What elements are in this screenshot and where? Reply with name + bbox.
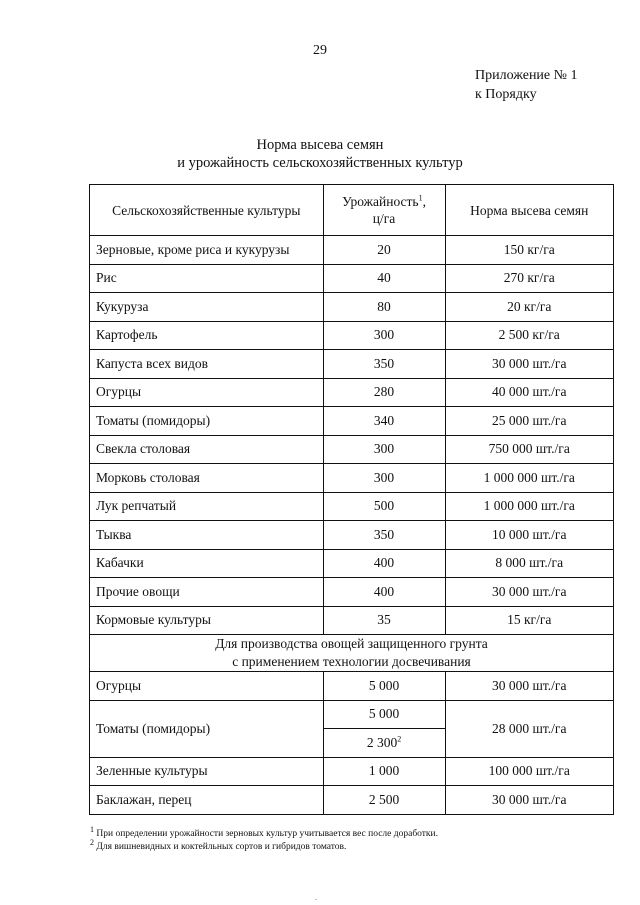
cell-crop: Кукуруза [90,293,324,322]
header-yield-comma: , [422,194,426,209]
cell-yield [323,729,445,758]
table-row [90,264,614,293]
cell-rate: 20 кг/га [445,293,614,322]
page-number: 29 [313,43,327,58]
cell-yield: 5 000 [323,700,445,729]
cell-rate: 150 кг/га [445,236,614,265]
cell-yield: 350 [323,350,445,379]
footnote-1-mark: 1 [90,824,94,834]
table-row [90,378,614,407]
cell-yield: 20 [323,236,445,265]
table-row [90,521,614,550]
cell-crop: Лук репчатый [90,492,324,521]
cell-rate: 30 000 шт./га [445,672,614,701]
cell-rate: 40 000 шт./га [445,378,614,407]
cell-yield: 5 000 [323,672,445,701]
page-mark: . [315,893,317,902]
table-row [90,786,614,815]
table-row [90,435,614,464]
cell-rate: 30 000 шт./га [445,786,614,815]
cell-rate: 30 000 шт./га [445,578,614,607]
cell-crop: Томаты (помидоры) [90,407,324,436]
cell-yield: 300 [323,464,445,493]
cell-crop: Зеленные культуры [90,757,324,786]
cell-crop: Тыква [90,521,324,550]
cell-yield: 350 [323,521,445,550]
cell-rate: 28 000 шт./га [445,700,614,757]
footnote-2-text: Для вишневидных и коктейльных сортов и гибридов томатов. [94,842,347,852]
cell-crop: Баклажан, перец [90,786,324,815]
section-line-1: Для производства овощей защищенного грунта [215,636,488,651]
cell-crop: Прочие овощи [90,578,324,607]
title-line-1: Норма высева семян [256,137,384,153]
cell-yield: 400 [323,578,445,607]
title-line-2: и урожайность сельскохозяйственных культур [177,155,463,171]
footnote-1 [90,824,438,841]
table-row [90,350,614,379]
seed-rate-table [89,184,614,815]
section-heading [90,635,614,672]
table-row [90,757,614,786]
table-row [90,293,614,322]
section-line-2: с применением технологии досвечивания [232,654,471,669]
footnote-ref-2: 2 [397,734,402,744]
section-row [90,635,614,672]
cell-crop: Огурцы [90,378,324,407]
cell-yield: 300 [323,321,445,350]
cell-rate: 1 000 000 шт./га [445,492,614,521]
appendix-line-2: к Порядку [475,87,537,102]
cell-yield: 340 [323,407,445,436]
cell-crop: Свекла столовая [90,435,324,464]
table-row [90,464,614,493]
table-row [90,606,614,635]
cell-crop: Морковь столовая [90,464,324,493]
table-row [90,578,614,607]
cell-crop: Кормовые культуры [90,606,324,635]
header-yield [323,185,445,236]
footnotes [90,824,438,854]
cell-rate: 1 000 000 шт./га [445,464,614,493]
cell-rate: 30 000 шт./га [445,350,614,379]
cell-yield-value: 2 300 [366,734,398,750]
cell-crop: Огурцы [90,672,324,701]
cell-rate: 270 кг/га [445,264,614,293]
header-rate: Норма высева семян [445,185,614,236]
cell-rate: 2 500 кг/га [445,321,614,350]
cell-rate: 100 000 шт./га [445,757,614,786]
table-row [90,236,614,265]
table-header-row [90,185,614,236]
cell-yield: 300 [323,435,445,464]
cell-rate: 25 000 шт./га [445,407,614,436]
table-row [90,700,614,729]
header-yield-label: Урожайность [342,194,419,209]
cell-rate: 8 000 шт./га [445,549,614,578]
appendix-line-1: Приложение № 1 [475,68,578,83]
cell-yield: 280 [323,378,445,407]
cell-crop: Зерновые, кроме риса и кукурузы [90,236,324,265]
cell-crop: Томаты (помидоры) [90,700,324,757]
cell-yield: 80 [323,293,445,322]
header-crop: Сельскохозяйственные культуры [90,185,324,236]
table-row [90,672,614,701]
footnote-2 [90,837,438,854]
header-yield-unit: ц/га [372,211,396,226]
table-row [90,492,614,521]
table-row [90,321,614,350]
cell-yield: 40 [323,264,445,293]
cell-crop: Картофель [90,321,324,350]
footnote-ref-1: 1 [418,193,423,203]
cell-yield: 2 500 [323,786,445,815]
footnote-1-text: При определении урожайности зерновых культур учитывается вес после доработки. [94,829,438,839]
cell-rate: 15 кг/га [445,606,614,635]
table-row [90,549,614,578]
table-row [90,407,614,436]
document-title [0,136,640,172]
cell-crop: Рис [90,264,324,293]
cell-yield: 400 [323,549,445,578]
cell-crop: Капуста всех видов [90,350,324,379]
cell-yield: 1 000 [323,757,445,786]
cell-rate: 750 000 шт./га [445,435,614,464]
appendix-label [475,66,578,104]
cell-crop: Кабачки [90,549,324,578]
footnote-2-mark: 2 [90,837,94,847]
cell-yield: 35 [323,606,445,635]
cell-rate: 10 000 шт./га [445,521,614,550]
cell-yield: 500 [323,492,445,521]
